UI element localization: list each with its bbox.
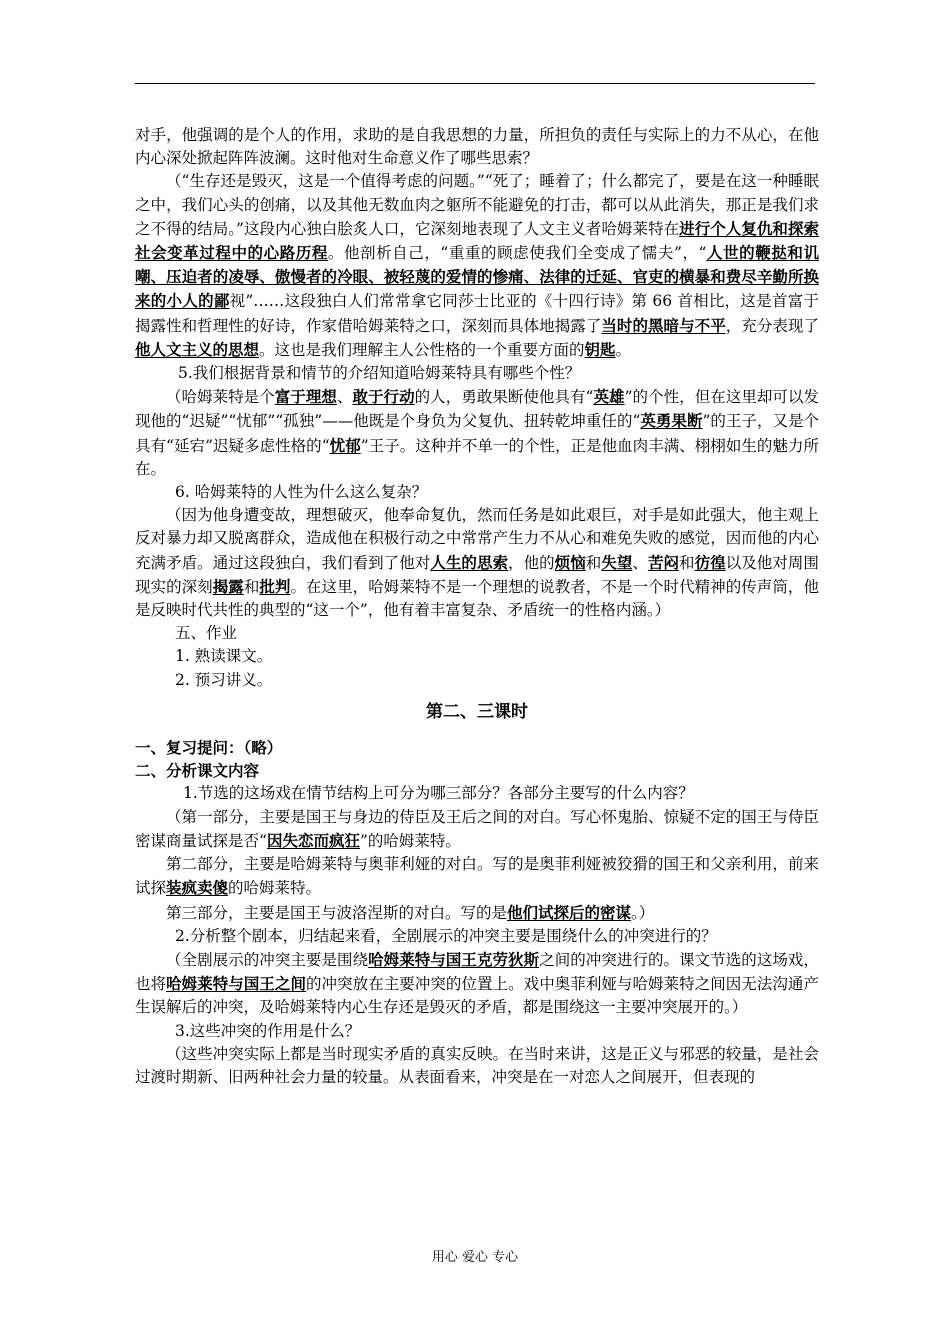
emphasis: 装疯卖傻	[166, 878, 229, 898]
text-run: 。）	[631, 903, 655, 922]
question-6: 6. 哈姆莱特的人性为什么这么复杂？	[175, 483, 428, 502]
answer-2	[135, 948, 819, 1020]
emphasis: 敢于行动	[352, 387, 415, 407]
text-run: 。这也是我们理解主人公性格的一个重要方面的	[259, 340, 585, 359]
question-3: 3.这些冲突的作用是什么？	[175, 1021, 361, 1040]
text-run: （全剧展示的冲突主要是围绕	[166, 950, 369, 969]
page-footer: 用心 爱心 专心	[431, 1250, 519, 1265]
text-run: 和	[243, 577, 260, 596]
text-run: （第一部分，主要是国王与身边的侍臣及王后之间的对白。写心怀鬼胎、惊疑不定的国王与侍臣密谋商量试探是否“	[135, 807, 819, 850]
text-run: ，充分表现了	[725, 316, 819, 335]
answer-1-part-3	[135, 901, 819, 925]
emphasis: 他人文主义的思想	[135, 339, 260, 359]
text-run: 。在这里，哈姆莱特不是一个理想的说教者，不是一个时代精神的传声筒，他是反映时代共性的典型的“这一个”，他有着丰富复杂、矛盾统一的性格内涵。）	[135, 577, 819, 620]
text-run: 和	[679, 553, 695, 572]
section-heading-review: 一、复习提问：（略）	[135, 738, 283, 758]
text-run: 的冲突放在主要冲突的位置上。戏中奥菲利娅与哈姆莱特之间因无法沟通产生误解后的冲突，及哈姆莱特内心生存还是毁灭的矛盾，都是围绕这一主要冲突展开的。）	[135, 975, 819, 1017]
text-run: 视”……这段独白人们常常拿它同莎士比亚的《十四行诗》第 66 首相比，这是首富于揭露性和哲理性的好诗，作家借哈姆莱特之口，深刻而具体地揭露了	[135, 292, 819, 335]
text-run: 。	[615, 340, 632, 359]
lesson-title: 第二、三课时	[426, 701, 528, 722]
section-heading-analysis: 二、分析课文内容	[135, 761, 260, 781]
emphasis: 英勇果断	[640, 411, 703, 431]
text-run: 以及他对周围现实的深刻	[135, 553, 819, 596]
text-run: ”王子。这种并不单一的个性，正是他血肉丰满、栩栩如生的魅力所在。	[135, 436, 819, 478]
text-run: 、	[632, 553, 648, 572]
answer-3: （这些冲突实际上都是当时现实矛盾的真实反映。在当时来讲，这是正义与邪恶的较量，是社会过渡时期新、旧两种社会力量的较量。从表面看来，冲突是在一对恋人之间展开，但表现的	[135, 1044, 819, 1086]
question-5: 5.我们根据背景和情节的介绍知道哈姆莱特具有哪些个性？	[178, 364, 581, 383]
text-run: ”的王子，又是个具有“延宕”迟疑多虑性格的“	[135, 412, 819, 455]
text-run: ，他的	[508, 553, 555, 572]
text-run: 和	[585, 553, 602, 572]
text-run: 第三部分，主要是国王与波洛涅斯的对白。写的是	[166, 903, 508, 922]
question-2: 2.分析整个剧本，归结起来看，全剧展示的冲突主要是围绕什么的冲突进行的？	[175, 926, 717, 945]
question-1: 1.节选的这场戏在情节结构上可分为哪三部分？各部分主要写的什么内容？	[183, 784, 694, 803]
text-run: （“生存还是毁灭，这是一个值得考虑的问题。”“死了；睡着了；什么都完了，要是在这一种睡眠之中，我们心头的创痛，以及其他无数血肉之躯所不能避免的打击，都可以从此消失，那正是我们求之不得的结局。”这段内心独白脍炙人口，它深刻地表现了人文主义者哈姆莱特在	[135, 172, 819, 238]
emphasis: 他们试探后的密谋	[507, 902, 632, 922]
answer-1-part-1	[135, 806, 819, 853]
header-rule	[135, 83, 815, 84]
emphasis: 人世的鞭挞和讥嘲、压迫者的凌辱、傲慢者的冷眼、被轻蔑的爱情的惨痛、法律的迁延、官吏的横暴和费尽辛勤所换来的小人的鄙	[135, 243, 819, 311]
emphasis: 哈姆莱特与国王之间	[166, 974, 307, 994]
answer-6	[135, 504, 819, 622]
answer-5	[135, 385, 819, 481]
emphasis: 人生的思索	[430, 552, 509, 572]
emphasis: 揭露	[212, 576, 244, 596]
emphasis: 钥匙	[584, 339, 616, 359]
text-run: ”的哈姆莱特。	[359, 831, 461, 850]
emphasis: 进行个人复仇和探索社会变革过程中的心路历程	[135, 218, 819, 263]
emphasis: 苦闷	[647, 552, 680, 572]
homework-item: 1. 熟读课文。	[175, 647, 273, 666]
emphasis: 批判	[259, 576, 291, 596]
emphasis: 英雄	[593, 387, 625, 407]
emphasis: 烦恼	[554, 552, 586, 572]
emphasis: 彷徨	[694, 552, 726, 572]
text-run: 第二部分，主要是哈姆莱特与奥菲利娅的对白。写的是奥菲利娅被狡猾的国王和父亲利用，前来试探	[135, 855, 819, 898]
paragraph: 对手，他强调的是个人的作用，求助的是自我思想的力量，所担负的责任与实际上的力不从心，在他内心深处掀起阵阵波澜。这时他对生命意义作了哪些思索？	[135, 126, 819, 168]
emphasis: 富于理想	[274, 387, 337, 407]
emphasis: 因失恋而疯狂	[266, 830, 360, 850]
document-body	[135, 124, 819, 1089]
emphasis: 哈姆莱特与国王克劳狄斯	[368, 949, 540, 969]
text-run: 之间的冲突进行的。课文节选的这场戏，也将	[135, 950, 819, 994]
text-run: 、	[336, 388, 353, 407]
paragraph	[135, 170, 819, 362]
text-run: ”的个性，但在这里却可以发现他的“迟疑”“忧郁”“孤独”——他既是个身负为父复仇、扭转乾坤重任的“	[135, 388, 819, 431]
homework-item: 2. 预习讲义。	[175, 670, 273, 689]
text-run: （哈姆莱特是个	[166, 388, 275, 407]
text-run: 的哈姆莱特。	[228, 879, 322, 898]
homework-heading: 五、作业	[175, 624, 238, 643]
answer-1-part-2	[135, 853, 819, 900]
emphasis: 失望	[601, 552, 633, 572]
emphasis: 忧郁	[329, 435, 361, 455]
text-run: 。他剖析自己，“重重的顾虑使我们全变成了懦夫”，“	[327, 244, 707, 263]
text-run: （因为他身遭变故，理想破灭，他奉命复仇，然而任务是如此艰巨，对手是如此强大，他主观上反对暴力却又脱离群众，造成他在积极行动之中常常产生力不从心和难免失败的感觉，因而他的内心充满矛盾。通过这段独白，我们看到了他对	[135, 506, 819, 572]
emphasis: 当时的黑暗与不平	[601, 315, 726, 335]
text-run: 的人，勇敢果断使他具有“	[414, 388, 594, 407]
